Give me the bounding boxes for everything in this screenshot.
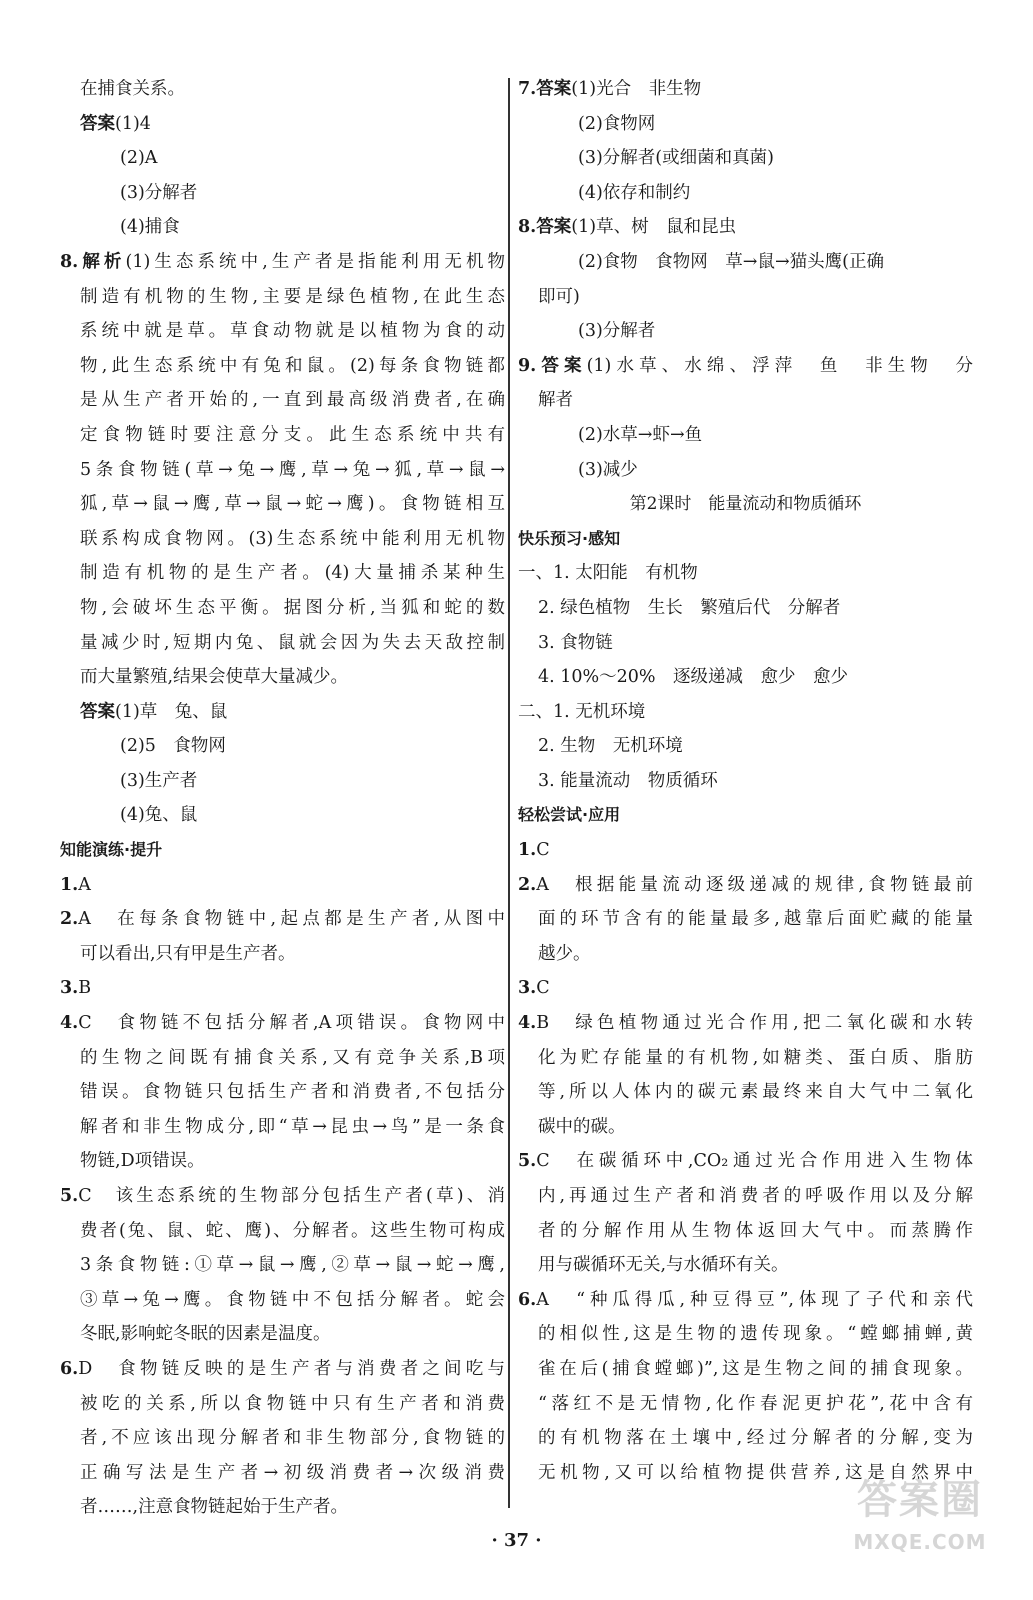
line-text: A 根据能量流动逐级递减的规律,食物链最前 [536, 874, 973, 895]
line-text: 物链,D项错误。 [80, 1151, 205, 1172]
line-text: A “种瓜得瓜,种豆得豆”,体现了子代和亲代 [536, 1289, 973, 1310]
text-line [60, 556, 505, 591]
line-text: 3. 能量流动 物质循环 [538, 770, 718, 791]
answer-label: 解析 [78, 251, 126, 272]
text-line [60, 591, 505, 626]
text-line [518, 1006, 973, 1041]
line-text: (3)分解者 [578, 321, 656, 342]
line-text: 2. 绿色植物 生长 繁殖后代 分解者 [538, 597, 841, 618]
text-line [60, 1041, 505, 1076]
question-number: 4. [518, 1013, 537, 1034]
line-text: 者……,注意食物链起始于生产者。 [80, 1497, 349, 1518]
text-line [60, 107, 505, 142]
line-text: 2. 生物 无机环境 [538, 736, 683, 757]
text-line [60, 1456, 505, 1491]
text-line [518, 833, 973, 868]
text-line [60, 1214, 505, 1249]
line-text: 而大量繁殖,结果会使草大量减少。 [80, 667, 349, 688]
line-text: (3)减少 [578, 459, 638, 480]
text-line [518, 176, 973, 211]
text-line [60, 1421, 505, 1456]
text-line [518, 1214, 973, 1249]
line-text: ③草→兔→鹰。食物链中不包括分解者。蛇会 [80, 1289, 505, 1310]
text-line [518, 764, 973, 799]
line-text: 定食物链时要注意分支。此生态系统中共有 [80, 424, 505, 445]
text-line [518, 626, 973, 661]
line-text: 冬眠,影响蛇冬眠的因素是温度。 [80, 1324, 331, 1345]
watermark-logo-text: 答案圈 [857, 1477, 983, 1523]
text-line [518, 1110, 973, 1145]
line-text: (4)捕食 [120, 217, 180, 238]
section-heading: 轻松尝试·应用 [518, 805, 621, 825]
text-line [518, 1075, 973, 1110]
line-text: 量减少时,短期内兔、鼠就会因为失去天敌控制 [80, 632, 505, 653]
line-text: 制造有机物的是生产者。(4)大量捕杀某种生 [80, 563, 505, 584]
answer-label: 答案 [80, 113, 115, 134]
line-text: 者,不应该出现分解者和非生物部分,食物链的 [80, 1428, 505, 1449]
text-line [518, 556, 973, 591]
text-line [518, 660, 973, 695]
line-text: (1)草、树 鼠和昆虫 [571, 217, 737, 238]
question-number: 8. [518, 217, 537, 238]
text-line [518, 245, 973, 280]
line-text: (1)生态系统中,生产者是指能利用无机物 [125, 251, 505, 272]
text-line [60, 798, 505, 833]
text-line [60, 72, 505, 107]
line-text: 面的环节含有的能量最多,越靠后面贮藏的能量 [538, 909, 973, 930]
line-text: C [536, 840, 550, 861]
line-text: 系统中就是草。草食动物就是以植物为食的动 [80, 321, 505, 342]
text-line [60, 1248, 505, 1283]
question-number: 2. [518, 874, 537, 895]
line-text: 4. 10%～20% 逐级递减 愈少 愈少 [538, 667, 849, 688]
text-line [60, 695, 505, 730]
line-text: C 食物链不包括分解者,A项错误。食物网中 [78, 1013, 505, 1034]
line-text: D 食物链反映的是生产者与消费者之间吃与 [78, 1358, 505, 1379]
line-text: (2)食物网 [578, 113, 656, 134]
line-text: (2)食物 食物网 草→鼠→猫头鹰(正确 [578, 251, 884, 272]
text-line [518, 107, 973, 142]
text-line [60, 314, 505, 349]
line-text: 错误。食物链只包括生产者和消费者,不包括分 [80, 1082, 505, 1103]
text-line [518, 1041, 973, 1076]
text-line [60, 971, 505, 1006]
text-line [518, 1317, 973, 1352]
text-line [518, 453, 973, 488]
text-line [518, 695, 973, 730]
text-line [518, 1352, 973, 1387]
answer-label: 答案 [80, 701, 115, 722]
question-number: 9. [518, 355, 537, 376]
line-text: 碳中的碳。 [538, 1116, 626, 1137]
line-text: 者的分解作用从生物体返回大气中。而蒸腾作 [538, 1220, 973, 1241]
line-text: (2)A [120, 148, 158, 169]
line-text: 费者(兔、鼠、蛇、鹰)、分解者。这些生物可构成 [80, 1220, 505, 1241]
section-heading: 快乐预习·感知 [518, 528, 621, 548]
line-text: 二、1. 无机环境 [518, 701, 646, 722]
text-line [60, 349, 505, 384]
text-line [518, 141, 973, 176]
text-line [518, 729, 973, 764]
line-text: 正确写法是生产者→初级消费者→次级消费 [80, 1462, 505, 1483]
question-number: 6. [60, 1358, 79, 1379]
line-text: 越少。 [538, 943, 591, 964]
text-line [518, 1283, 973, 1318]
question-number: 5. [60, 1186, 79, 1206]
text-line [60, 383, 505, 418]
text-line [518, 902, 973, 937]
text-line [60, 1075, 505, 1110]
question-number: 6. [518, 1289, 537, 1310]
line-text: 在捕食关系。 [80, 79, 185, 99]
line-text: (4)依存和制约 [578, 182, 691, 203]
text-line [60, 1490, 505, 1525]
line-text: 物,此生态系统中有兔和鼠。(2)每条食物链都 [80, 355, 505, 376]
line-text: 制造有机物的生物,主要是绿色植物,在此生态 [80, 286, 505, 307]
line-text: (2)5 食物网 [120, 736, 226, 757]
text-line [60, 141, 505, 176]
text-line [60, 176, 505, 211]
right-column [518, 72, 973, 1490]
text-line [518, 1387, 973, 1422]
text-line [518, 314, 973, 349]
line-text: 解者和非生物成分,即“草→昆虫→鸟”是一条食 [80, 1116, 505, 1137]
line-text: 的相似性,这是生物的遗传现象。“螳螂捕蝉,黄 [538, 1324, 973, 1345]
question-number: 5. [518, 1151, 537, 1172]
line-text: 被吃的关系,所以食物链中只有生产者和消费 [80, 1393, 505, 1414]
text-line [60, 1283, 505, 1318]
text-line [518, 383, 973, 418]
section-heading: 知能演练·提升 [60, 840, 163, 860]
line-text: 即可) [538, 286, 580, 307]
text-line [518, 937, 973, 972]
text-line [60, 868, 505, 903]
text-line [60, 1110, 505, 1145]
line-text: 是从生产者开始的,一直到最高级消费者,在确 [80, 390, 505, 411]
text-line [518, 72, 973, 107]
question-number: 7. [518, 79, 537, 99]
text-line [518, 1144, 973, 1179]
watermark-logo [830, 1470, 1010, 1580]
text-line [60, 280, 505, 315]
text-line [60, 245, 505, 280]
line-text: 用与碳循环无关,与水循环有关。 [538, 1255, 789, 1276]
line-text: 内,再通过生产者和消费者的呼吸作用以及分解 [538, 1186, 973, 1206]
line-text: (3)生产者 [120, 770, 198, 791]
answer-label: 答案 [536, 217, 572, 238]
text-line [60, 937, 505, 972]
question-number: 1. [60, 874, 79, 895]
line-text: 一、1. 太阳能 有机物 [518, 563, 698, 584]
line-text: (1)4 [115, 113, 151, 134]
text-line [60, 1179, 505, 1214]
text-line [60, 902, 505, 937]
line-text: 的生物之间既有捕食关系,又有竞争关系,B项 [80, 1047, 505, 1068]
watermark-url: MXQE.COM [853, 1530, 987, 1554]
text-line [60, 1387, 505, 1422]
line-text: 5条食物链(草→兔→鹰,草→兔→狐,草→鼠→ [80, 459, 505, 480]
text-line [518, 868, 973, 903]
text-line [518, 418, 973, 453]
answer-label: 答案 [536, 79, 572, 99]
text-line [60, 660, 505, 695]
left-column [60, 72, 505, 1525]
text-line [60, 418, 505, 453]
question-number: 2. [60, 909, 79, 930]
line-text: (4)兔、鼠 [120, 805, 198, 826]
text-line [60, 210, 505, 245]
line-text: 3条食物链:①草→鼠→鹰,②草→鼠→蛇→鹰, [80, 1255, 505, 1276]
line-text: (1)光合 非生物 [571, 79, 702, 99]
line-text: A [78, 874, 91, 895]
page-number: · 37 · [491, 1530, 542, 1551]
line-text: 等,所以人体内的碳元素最终来自大气中二氧化 [538, 1082, 973, 1103]
line-text: (2)水草→虾→鱼 [578, 424, 703, 445]
text-line [518, 971, 973, 1006]
text-line [518, 280, 973, 315]
line-text: 解者 [538, 390, 573, 411]
text-line [60, 487, 505, 522]
text-line [518, 210, 973, 245]
line-text: 物,会破坏生态平衡。据图分析,当狐和蛇的数 [80, 597, 505, 618]
text-line [518, 591, 973, 626]
lesson-title: 第2课时 能量流动和物质循环 [629, 494, 862, 515]
line-text: 3. 食物链 [538, 632, 613, 653]
answer-label: 答案 [536, 355, 587, 376]
line-text: “落红不是无情物,化作春泥更护花”,花中含有 [538, 1393, 973, 1414]
question-number: 8. [60, 251, 79, 272]
line-text: C [536, 978, 550, 999]
question-number: 3. [60, 978, 79, 999]
line-text: (3)分解者 [120, 182, 198, 203]
line-text: A 在每条食物链中,起点都是生产者,从图中 [78, 909, 505, 930]
line-text: (1)草 兔、鼠 [115, 701, 228, 722]
line-text: 狐,草→鼠→鹰,草→鼠→蛇→鹰)。食物链相互 [80, 494, 505, 515]
text-line [60, 626, 505, 661]
line-text: C 该生态系统的生物部分包括生产者(草)、消 [78, 1186, 505, 1206]
line-text: 可以看出,只有甲是生产者。 [80, 943, 296, 964]
question-number: 1. [518, 840, 537, 861]
text-line [60, 1006, 505, 1041]
line-text: C 在碳循环中,CO₂通过光合作用进入生物体 [536, 1151, 973, 1172]
text-line [60, 764, 505, 799]
text-line [518, 1179, 973, 1214]
line-text: 联系构成食物网。(3)生态系统中能利用无机物 [80, 528, 505, 549]
question-number: 4. [60, 1013, 79, 1034]
text-line [60, 1317, 505, 1352]
text-line [518, 1248, 973, 1283]
text-line [60, 729, 505, 764]
line-text: B [78, 978, 92, 999]
question-number: 3. [518, 978, 537, 999]
line-text: B 绿色植物通过光合作用,把二氧化碳和水转 [536, 1013, 973, 1034]
line-text: 无机物,又可以给植物提供营养,这是自然界中 [538, 1462, 973, 1483]
column-divider [508, 78, 510, 1508]
line-text: (1)水草、水绵、浮萍 鱼 非生物 分 [586, 355, 973, 376]
line-text: 化为贮存能量的有机物,如糖类、蛋白质、脂肪 [538, 1047, 973, 1068]
text-line [60, 1144, 505, 1179]
text-line [60, 1352, 505, 1387]
line-text: (3)分解者(或细菌和真菌) [578, 148, 774, 169]
text-line [518, 1421, 973, 1456]
text-line [60, 453, 505, 488]
line-text: 的有机物落在土壤中,经过分解者的分解,变为 [538, 1428, 973, 1449]
text-line [60, 522, 505, 557]
text-line [518, 349, 973, 384]
line-text: 雀在后(捕食螳螂)”,这是生物之间的捕食现象。 [538, 1358, 973, 1379]
